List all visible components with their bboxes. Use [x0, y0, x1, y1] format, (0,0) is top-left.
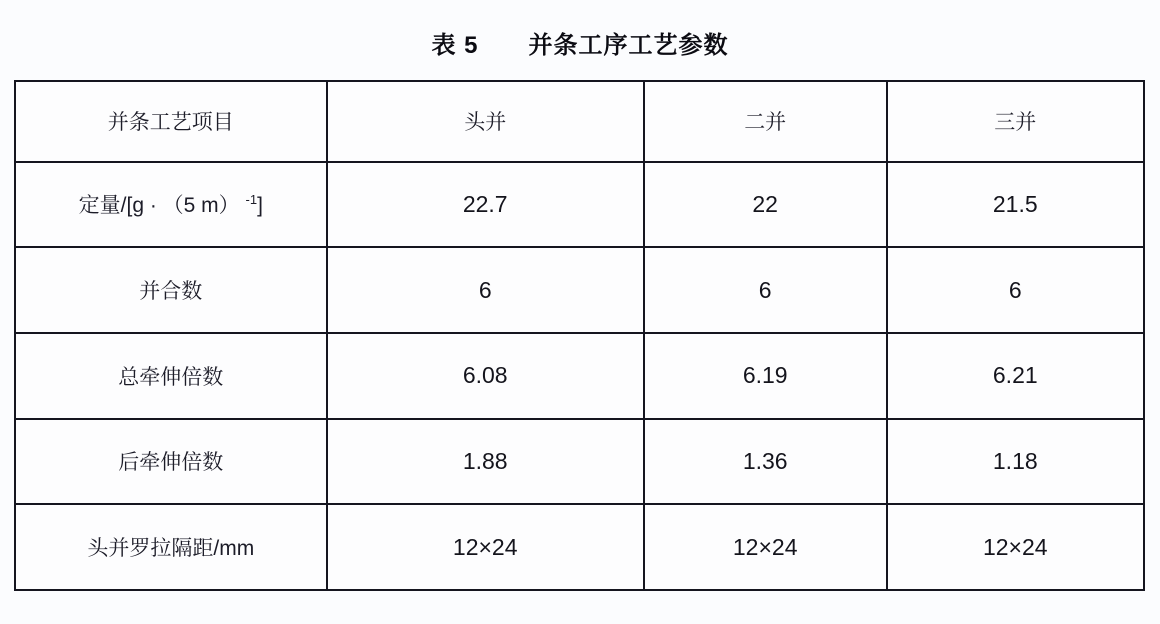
value-cell: 6.19: [644, 333, 887, 419]
row-label-cell: [15, 333, 327, 419]
table-row: [15, 162, 1144, 248]
table-row: [15, 419, 1144, 505]
header-cell-second-passage: 二并: [644, 81, 887, 162]
value-cell: 12×24: [887, 504, 1144, 590]
value-cell: 1.36: [644, 419, 887, 505]
value-cell: 6.08: [327, 333, 644, 419]
row-label-cell: [15, 504, 327, 590]
value-cell: 12×24: [644, 504, 887, 590]
header-cell-first-passage: 头并: [327, 81, 644, 162]
header-cell-third-passage: 三并: [887, 81, 1144, 162]
value-cell: 6: [327, 247, 644, 333]
table-row: [15, 333, 1144, 419]
row-label-cell: [15, 162, 327, 248]
row-label-text: 并合数: [139, 280, 203, 304]
header-cell-item: 并条工艺项目: [15, 81, 327, 162]
row-label-text: 后牵伸倍数: [118, 451, 224, 475]
row-label-suffix: ]: [257, 194, 263, 218]
value-cell: 22.7: [327, 162, 644, 248]
row-label-text: 头并罗拉隔距/mm: [87, 537, 255, 561]
value-cell: 22: [644, 162, 887, 248]
row-label-cell: [15, 247, 327, 333]
row-label-text: 定量/[g · （5 m）: [78, 194, 246, 218]
table-row: [15, 504, 1144, 590]
row-label-cell: [15, 419, 327, 505]
table-row: [15, 247, 1144, 333]
value-cell: 12×24: [327, 504, 644, 590]
value-cell: 6: [887, 247, 1144, 333]
table-header-row: [15, 81, 1144, 162]
value-cell: 1.88: [327, 419, 644, 505]
value-cell: 6.21: [887, 333, 1144, 419]
value-cell: 21.5: [887, 162, 1144, 248]
table-title: 表 5 并条工序工艺参数: [431, 32, 729, 59]
process-parameters-table: [14, 80, 1145, 591]
row-label-text: 总牵伸倍数: [118, 365, 224, 389]
row-label-superscript: -1: [245, 192, 258, 208]
value-cell: 1.18: [887, 419, 1144, 505]
value-cell: 6: [644, 247, 887, 333]
